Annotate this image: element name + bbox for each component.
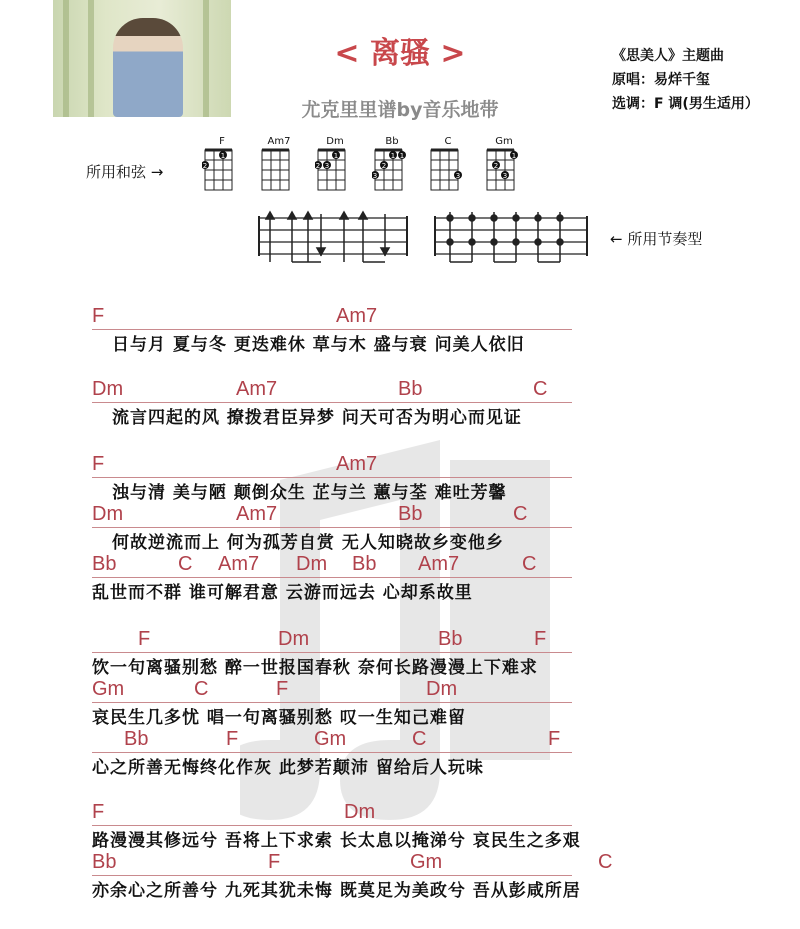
chord-grid xyxy=(484,148,518,194)
chord-diagram-bb xyxy=(372,136,412,198)
chord-diagram-am7 xyxy=(259,136,299,198)
chord-diagram-name: Dm xyxy=(326,136,344,147)
song-info-singer: 原唱：易烊千玺 xyxy=(612,72,710,88)
svg-text:1: 1 xyxy=(333,152,339,160)
chord-label: Bb xyxy=(124,728,149,750)
chord-label: F xyxy=(92,453,105,475)
svg-text:3: 3 xyxy=(455,172,461,180)
lyric-text: 饮一句离骚别愁 醉一世报国春秋 奈何长路漫漫上下难求 xyxy=(92,658,538,678)
chord-label: F xyxy=(276,678,289,700)
lyric-text: 何故逆流而上 何为孤芳自赏 无人知晓故乡变他乡 xyxy=(112,533,504,553)
svg-text:2: 2 xyxy=(202,162,208,170)
chord-diagram-f xyxy=(202,136,242,198)
svg-text:2: 2 xyxy=(315,162,321,170)
chord-label: F xyxy=(548,728,561,750)
chord-diagram-name: Bb xyxy=(385,136,399,147)
chord-label: Bb xyxy=(398,378,423,400)
chord-diagram-name: Gm xyxy=(495,136,513,147)
lyric-text: 日与月 夏与冬 更迭难休 草与木 盛与衰 问美人依旧 xyxy=(112,335,525,355)
svg-text:1: 1 xyxy=(399,152,405,160)
svg-text:1: 1 xyxy=(511,152,517,160)
chord-label: Gm xyxy=(314,728,347,750)
chord-label: C xyxy=(178,553,193,575)
svg-text:1: 1 xyxy=(220,152,226,160)
song-info-key: 选调：F 调(男生适用） xyxy=(612,96,759,112)
rhythm-used-label: ← 所用节奏型 xyxy=(610,230,703,248)
song-info xyxy=(612,44,759,116)
chord-grid xyxy=(372,148,406,194)
chord-label: Dm xyxy=(344,801,376,823)
lyric-text: 流言四起的风 撩拨君臣异梦 问天可否为明心而见证 xyxy=(112,408,522,428)
chord-label: F xyxy=(138,628,151,650)
song-title: < 离骚 > xyxy=(334,36,466,71)
chord-diagram-gm xyxy=(484,136,524,198)
svg-text:2: 2 xyxy=(493,162,499,170)
chord-label: Bb xyxy=(92,553,117,575)
chord-grid xyxy=(428,148,462,194)
rhythm-pattern xyxy=(258,208,588,266)
chord-diagram-dm xyxy=(315,136,355,198)
svg-text:2: 2 xyxy=(381,162,387,170)
chord-label: C xyxy=(513,503,528,525)
chord-label: F xyxy=(92,305,105,327)
lyric-text: 哀民生几多忧 唱一句离骚别愁 叹一生知己难留 xyxy=(92,708,466,728)
chords-used-label: 所用和弦 → xyxy=(86,163,164,181)
chord-label: Am7 xyxy=(336,305,378,327)
chord-label: Dm xyxy=(278,628,310,650)
chord-label: Bb xyxy=(438,628,463,650)
chord-label: Am7 xyxy=(336,453,378,475)
chord-label: F xyxy=(268,851,281,873)
chord-grid xyxy=(315,148,349,194)
chord-label: Bb xyxy=(352,553,377,575)
chord-label: Bb xyxy=(92,851,117,873)
chord-label: F xyxy=(226,728,239,750)
chord-label: F xyxy=(92,801,105,823)
chord-label: C xyxy=(194,678,209,700)
tab-author: 尤克里里谱by音乐地带 xyxy=(301,99,499,121)
chord-label: C xyxy=(412,728,427,750)
chord-label: Dm xyxy=(296,553,328,575)
chord-diagram-name: C xyxy=(444,136,452,147)
chord-label: Am7 xyxy=(218,553,260,575)
lyric-text: 乱世而不群 谁可解君意 云游而远去 心却系故里 xyxy=(92,583,473,603)
chord-label: Dm xyxy=(92,378,124,400)
song-info-theme: 《思美人》主题曲 xyxy=(612,48,724,64)
chord-label: Bb xyxy=(398,503,423,525)
lyric-text: 心之所善无悔终化作灰 此梦若颠沛 留给后人玩味 xyxy=(92,758,484,778)
svg-text:1: 1 xyxy=(390,152,396,160)
chord-label: Dm xyxy=(92,503,124,525)
svg-text:3: 3 xyxy=(324,162,330,170)
chord-grid xyxy=(202,148,236,194)
svg-text:3: 3 xyxy=(372,172,378,180)
chord-label: Gm xyxy=(92,678,125,700)
chord-label: C xyxy=(533,378,548,400)
chord-label: Dm xyxy=(426,678,458,700)
chord-diagram-name: F xyxy=(219,136,225,147)
chord-label: Am7 xyxy=(236,503,278,525)
chord-diagram-c xyxy=(428,136,468,198)
chord-label: Am7 xyxy=(236,378,278,400)
svg-text:3: 3 xyxy=(502,172,508,180)
lyric-text: 浊与清 美与陋 颠倒众生 芷与兰 蕙与荃 难吐芳馨 xyxy=(112,483,507,503)
chord-label: C xyxy=(598,851,613,873)
lyric-text: 路漫漫其修远兮 吾将上下求索 长太息以掩涕兮 哀民生之多艰 xyxy=(92,831,581,851)
chord-label: C xyxy=(522,553,537,575)
chord-label: Gm xyxy=(410,851,443,873)
chord-diagram-name: Am7 xyxy=(267,136,291,147)
chord-label: Am7 xyxy=(418,553,460,575)
chord-label: F xyxy=(534,628,547,650)
lyric-text: 亦余心之所善兮 九死其犹未悔 既莫足为美政兮 吾从彭咸所居 xyxy=(92,881,581,901)
chord-grid xyxy=(259,148,293,194)
